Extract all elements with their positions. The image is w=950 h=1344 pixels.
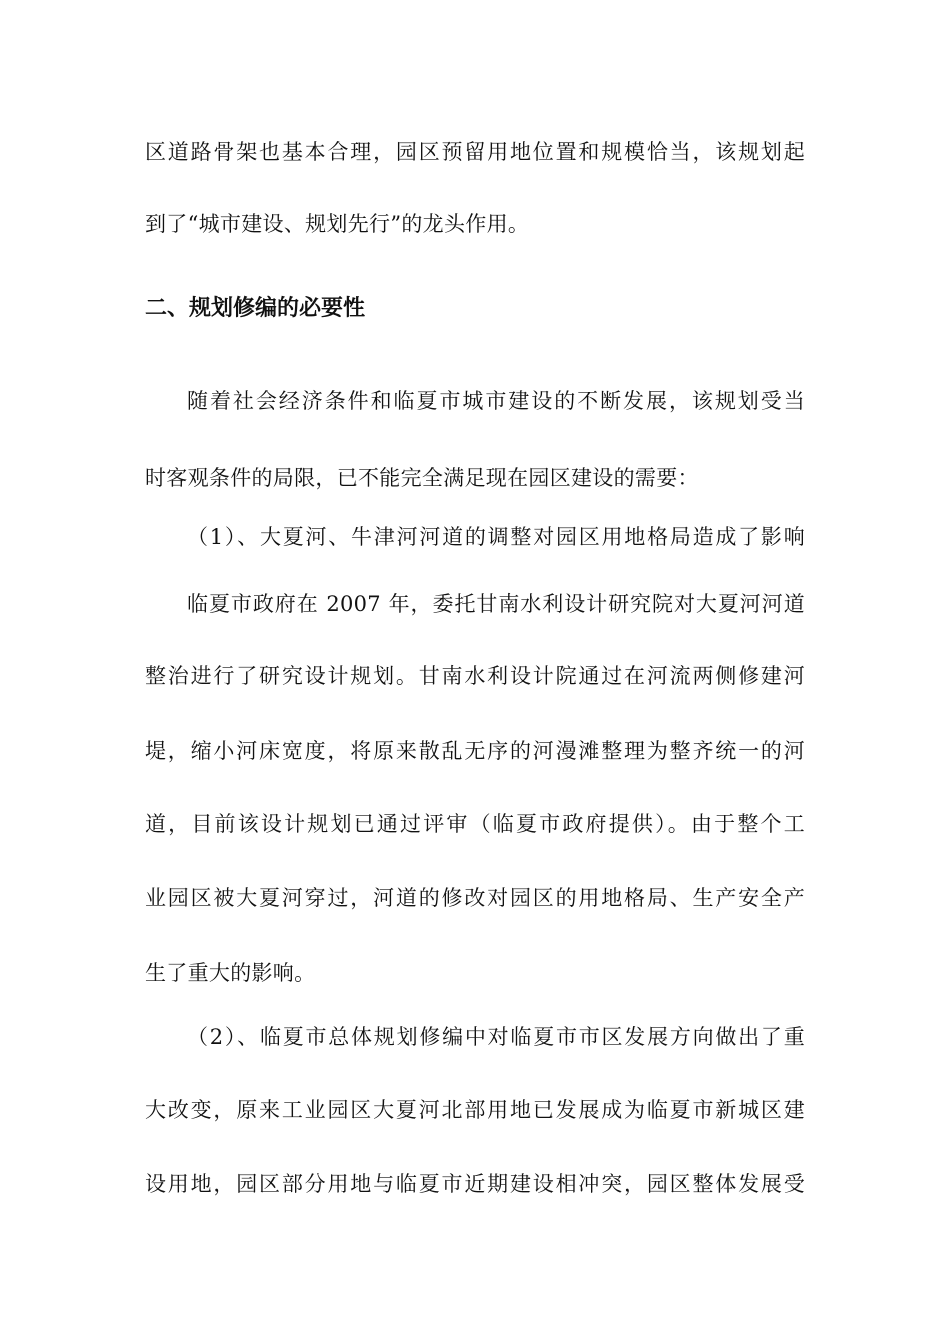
paragraph-line: 到了“城市建设、规划先行”的龙头作用。 bbox=[145, 212, 530, 236]
section-heading: 二、规划修编的必要性 bbox=[145, 296, 366, 321]
paragraph-line: 道，目前该设计规划已通过评审（临夏市政府提供）。由于整个工 bbox=[145, 812, 805, 836]
paragraph-line: 时客观条件的局限，已不能完全满足现在园区建设的需要： bbox=[145, 466, 699, 490]
paragraph-line: 堤，缩小河床宽度，将原来散乱无序的河漫滩整理为整齐统一的河 bbox=[145, 739, 805, 763]
list-item-title: （1）、大夏河、牛津河河道的调整对园区用地格局造成了影响 bbox=[187, 525, 805, 549]
paragraph-line: 大改变，原来工业园区大夏河北部用地已发展成为临夏市新城区建 bbox=[145, 1098, 805, 1122]
paragraph-line: 临夏市政府在 2007 年，委托甘南水利设计研究院对大夏河河道 bbox=[187, 592, 805, 616]
paragraph-line: 整治进行了研究设计规划。甘南水利设计院通过在河流两侧修建河 bbox=[145, 664, 805, 688]
paragraph-line: 设用地，园区部分用地与临夏市近期建设相冲突，园区整体发展受 bbox=[145, 1172, 805, 1196]
paragraph-line: （2）、临夏市总体规划修编中对临夏市市区发展方向做出了重 bbox=[187, 1025, 805, 1049]
paragraph-line: 生了重大的影响。 bbox=[145, 961, 316, 985]
paragraph-line: 随着社会经济条件和临夏市城市建设的不断发展，该规划受当 bbox=[187, 389, 805, 413]
paragraph-line: 业园区被大夏河穿过，河道的修改对园区的用地格局、生产安全产 bbox=[145, 886, 805, 910]
paragraph-line: 区道路骨架也基本合理，园区预留用地位置和规模恰当，该规划起 bbox=[145, 140, 805, 164]
